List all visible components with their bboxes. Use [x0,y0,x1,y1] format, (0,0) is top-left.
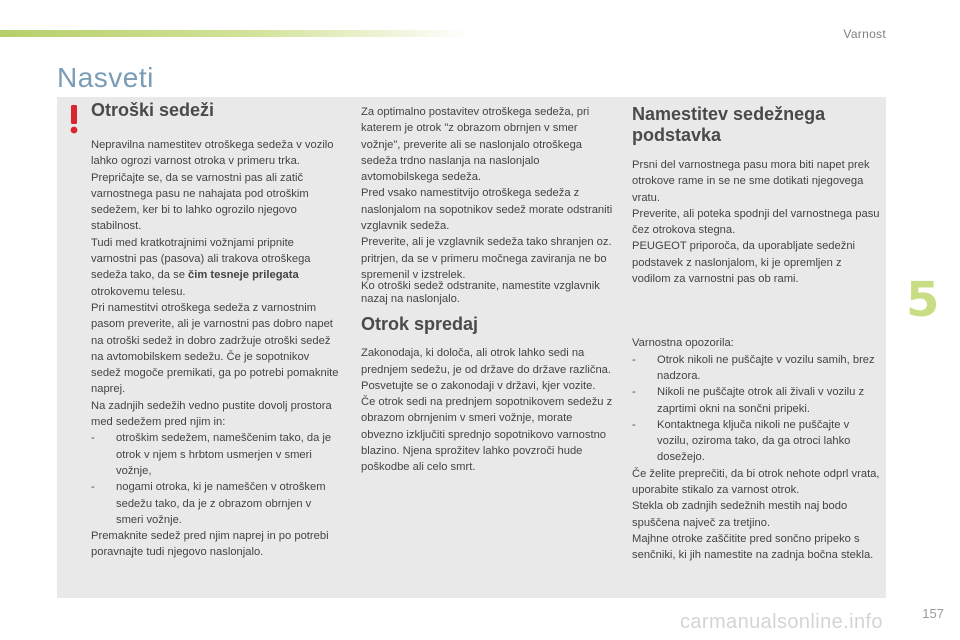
paragraph: Premaknite sedež pred njim naprej in po potrebi poravnajte tudi njegovo naslonjalo. [91,530,329,559]
dash-marker: - [91,432,95,445]
header-accent-bar [0,30,470,37]
list-item [632,417,882,466]
chapter-number: 5 [906,272,940,328]
list-item [632,384,882,417]
paragraph: PEUGEOT priporoča, da uporabljate sedežni podstavek z naslonjalom, ki je opremljen z vodilom za varnostni pas ob rami. [632,240,856,286]
dash-marker: - [632,353,636,366]
page-title: Nasveti [57,62,154,93]
list-item-text: otroškim sedežem, nameščenim tako, da je otrok v njem s hrbtom usmerjen v smeri vožnje, [116,432,332,477]
paragraph: Preverite, ali je vzglavnik sedeža tako shranjen oz. pritrjen, da se v primeru močnega zaviranja ne bo spremenil v izstrelek. [361,236,612,281]
heading-child-in-front: Otrok spredaj [361,314,479,335]
paragraph: Stekla ob zadnjih sedežnih mestih naj bodo spuščena največ za tretjino. [632,500,848,529]
paragraph: Če otrok sedi na prednjem sopotnikovem sedežu z obrazom obrnjenim v smeri vožnje, morate obvezno izključiti sprednjo sopotnikovo varnostno blazino. Njena sprožitev lahko povzroči hude poškodbe ali celo smrt. [361,396,613,474]
list-item-text: Kontaktnega ključa nikoli ne puščajte v vozilu, oziroma tako, da ga otroci lahko dosežejo. [657,418,851,464]
list-item [91,430,341,479]
page-number: 157 [922,606,944,621]
paragraph: Majhne otroke zaščitite pred sončno pripeko s senčniki, ki jih namestite na zadnja bočna stekla. [632,532,874,562]
paragraph: Prepričajte se, da se varnostni pas ali zatič varnostnega pasu ne nahajata pod otroškim sedežem, ker bi to lahko ogrozilo njegovo stabilnost. [91,171,309,233]
dash-marker: - [91,481,95,494]
heading-booster-seat: Namestitev sedežnega podstavka [632,104,826,145]
paragraph: Preverite, ali poteka spodnji del varnostnega pasu čez otrokova stegna. [632,207,880,237]
bold-emphasis: čim tesneje prilegata [188,269,299,282]
paragraph-text: Tudi med kratkotrajnimi vožnjami pripnite varnostni pas (pasova) ali trakova otroškega sedeža tako, da se [91,236,311,282]
warning-exclamation-icon [67,103,81,135]
list-item-text: Nikoli ne puščajte otrok ali živali v vozilu z zaprtimi okni na sončni pripeki. [657,386,865,415]
paragraph: Zakonodaja, ki določa, ali otrok lahko sedi na prednjem sedežu, je od države do države različna. Posvetujte se o zakonodaji v državi, kjer vozite. [361,347,611,392]
list-item [91,479,341,528]
dash-marker: - [632,418,636,431]
paragraph: Nepravilna namestitev otroškega sedeža v vozilo lahko ogrozi varnost otroka v primeru trka. [91,139,334,168]
paragraph: Pred vsako namestitvijo otroškega sedeža z naslonjalom na sopotnikov sedež morate odstraniti vzglavnik sedeža. [361,187,613,233]
paragraph: Če želite preprečiti, da bi otrok nehote odprl vrata, uporabite stikalo za varnost otrok. [632,467,880,497]
paragraph: Prsni del varnostnega pasu mora biti napet prek otrokove rame in se ne sme dotikati njegovega vratu. [632,159,870,204]
heading-child-seats: Otroški sedeži [91,100,215,120]
paragraph: Za optimalno postavitev otroškega sedeža, pri katerem je otrok "z obrazom obrnjen v smer vožnje", preverite ali se naslonjalo otroškega sedeža trdno naslanja na naslonjalo avtomobilskega sedeža. [361,106,590,184]
column-child-seats [91,100,341,561]
list-item-text: nogami otroka, ki je nameščen v otroškem sedežu tako, da je z obrazom obrnjen v smeri vožnje. [116,481,326,526]
safety-warnings-label: Varnostna opozorila: [632,337,734,350]
paragraph: Ko otroški sedež odstranite, namestite vzglavnik nazaj na naslonjalo. [361,280,600,305]
list-item-text: Otrok nikoli ne puščajte v vozilu samih, brez nadzora. [657,353,875,382]
watermark: carmanualsonline.info [680,611,883,633]
list-item [632,352,882,385]
paragraph: Pri namestitvi otroškega sedeža z varnostnim pasom preverite, ali je varnostni pas dobro napet na otroški sedež in dobro zadržuje otroški sedež na avtomobilskem sedežu. Če je sopotnikov sedež mogoče premikati, ga po potrebi pomaknite naprej. [91,301,339,396]
column-headrest-and-front [361,104,613,476]
paragraph-text: otrokovemu telesu. [91,285,186,298]
column-booster-seat [632,104,882,564]
section-label: Varnost [843,27,886,41]
paragraph: Na zadnjih sedežih vedno pustite dovolj prostora med sedežem pred njim in: [91,399,332,429]
dash-marker: - [632,386,636,399]
paragraph [91,235,341,300]
